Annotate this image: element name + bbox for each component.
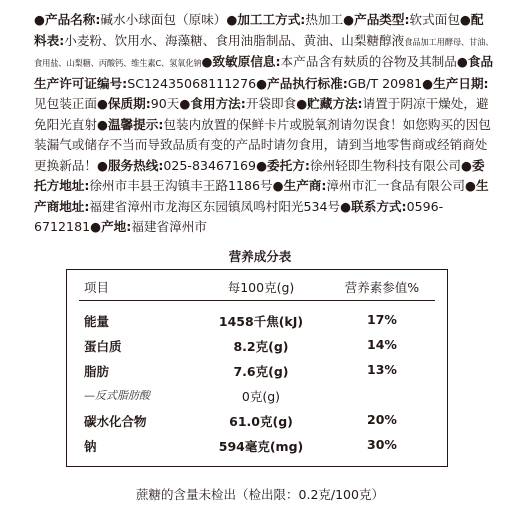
value-contact: 0596-6712181: [34, 198, 444, 234]
label-commissioner: ●委托方:: [256, 157, 310, 173]
nutrition-title: 营养成分表: [228, 249, 292, 264]
value-standard: GB/T 20981: [347, 75, 423, 91]
value-usage: 开袋即食: [245, 96, 297, 111]
nutrition-table: [66, 269, 448, 467]
label-tips: ●温馨提示:: [96, 116, 164, 132]
row-item: 碳水化合物: [84, 414, 147, 429]
value-hotline: 025-83467169: [163, 157, 257, 173]
value-producer: 漳州市汇一食品有限公司: [326, 178, 465, 193]
label-product-type: ●产品类型:: [343, 12, 410, 27]
label-origin: ●产地:: [90, 219, 132, 234]
row-value: 61.0克(g): [229, 414, 293, 429]
value-process: 热加工: [305, 12, 344, 27]
value-producer-address: 福建省漳州市龙海区东园镇凤鸣村阳光534号: [89, 198, 341, 214]
row-nrv: 20%: [367, 412, 397, 427]
value-production-date: 见包装正面: [34, 96, 97, 111]
sucrose-note: 蔗糖的含量未检出（检出限：0.2克/100克）: [136, 487, 384, 502]
label-producer-address: ●生产商地址:: [34, 178, 489, 214]
label-product-name: ●产品名称:: [34, 12, 101, 27]
value-shelf-life: 90天: [150, 96, 180, 111]
label-production-date: ●生产日期:: [422, 75, 489, 91]
value-product-name: 碱水小球面包（原味）: [100, 12, 227, 27]
row-nrv: 17%: [367, 312, 397, 327]
row-value: 0克(g): [241, 389, 281, 404]
row-nrv: 30%: [367, 437, 397, 452]
value-product-type: 软式面包: [409, 12, 460, 27]
row-nrv: 13%: [367, 362, 397, 377]
label-ingredients: ●配料表:: [34, 12, 484, 48]
label-usage: ●食用方法:: [179, 96, 246, 111]
row-value: 8.2克(g): [233, 339, 289, 354]
value-license: SC12435068111276: [127, 75, 257, 91]
label-storage: ●贮藏方法:: [296, 96, 363, 111]
row-item: 蛋白质: [84, 339, 122, 354]
value-origin: 福建省漳州市: [131, 219, 207, 234]
value-ingredients: 小麦粉、饮用水、海藻糖、食用油脂制品、黄油、山梨糖醇液: [64, 32, 405, 48]
header-item: 项目: [84, 280, 110, 295]
label-allergen: ●致敏原信息:: [201, 54, 281, 69]
label-contact: ●联系方式:: [340, 198, 407, 214]
row-item: 钠: [84, 439, 97, 454]
value-commissioner: 徐州轻即生物科技有限公司: [309, 157, 461, 173]
row-item: 脂肪: [84, 364, 110, 379]
header-nrv: 营养素参值%: [344, 280, 420, 295]
header-divider: [79, 300, 435, 301]
label-producer: ●生产商:: [272, 178, 327, 193]
product-info-block: [34, 10, 494, 238]
label-license: ●食品生产许可证编号:: [34, 54, 494, 91]
label-shelf-life: ●保质期:: [96, 96, 151, 111]
label-commissioner-address: ●委托方地址:: [34, 157, 485, 193]
value-commissioner-address: 徐州市丰县王沟镇丰王路1186号: [89, 178, 273, 193]
value-allergen: 本产品含有麸质的谷物及其制品: [280, 54, 457, 69]
row-value: 594毫克(mg): [218, 439, 304, 454]
value-ingredients-small: 食品加工用酵母、甘油、食用盐、山梨糖、丙酸钙、维生素C、氢氧化钠: [34, 36, 494, 68]
label-process: ●加工工方式:: [226, 12, 306, 27]
label-hotline: ●服务热线:: [96, 157, 164, 173]
row-value: 1458千焦(kJ): [218, 314, 304, 329]
label-standard: ●产品执行标准:: [256, 75, 348, 91]
row-item: 能量: [84, 314, 110, 329]
value-storage: 请置于阴凉干燥处，避免阳光直射: [34, 96, 489, 132]
product-info-text: [34, 10, 494, 238]
value-tips: 包装内放置的保鲜卡片或脱氧剂请勿误食！如您购买的因包装漏气或储存不当而导致品质有变的产品时请勿食用，请到当地零售商或经销商处更换新品！: [34, 116, 491, 173]
row-value: 7.6克(g): [233, 364, 289, 379]
header-per-100g: 每100克(g): [227, 280, 295, 295]
row-nrv: 14%: [367, 337, 397, 352]
row-item: —反式脂肪酸: [84, 389, 150, 402]
